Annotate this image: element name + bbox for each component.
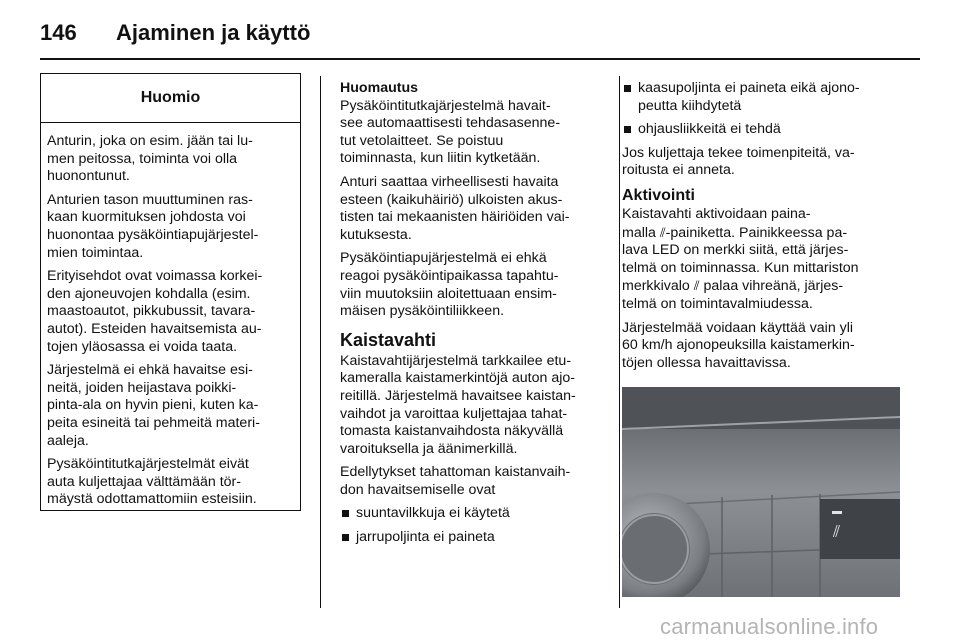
caution-heading: Huomio [41, 74, 300, 123]
caution-paragraph: Anturien tason muuttuminen ras- kaan kuormituksen johdosta voi huonontaa pysäköintiapujärjestel- mien toimintaa. [47, 191, 259, 261]
section-heading: Kaistavahti [340, 329, 437, 350]
subheading: Aktivointi [622, 186, 695, 204]
dashboard-photo-drawing [622, 387, 900, 597]
caution-paragraph: Järjestelmä ei ehkä havaitse esi- neitä, joiden heijastava poikki- pinta-ala on hyvin pieni, kuten ka- peita esineitä tai pehmeitä materi- aaleja. [47, 362, 260, 449]
body-paragraph: Jos kuljettaja tekee toimenpiteitä, va- roitusta ei anneta. [622, 144, 855, 179]
note-heading: Huomautus [340, 80, 419, 96]
page-number: 146 [40, 20, 77, 45]
header-rule [40, 58, 920, 60]
caution-paragraph: Pysäköintitutkajärjestelmät eivät auta kuljettajaa välttämään tör- mäystä odottamattomiin esteisiin. [47, 456, 257, 508]
note-paragraph: Pysäköintitutkajärjestelmä havait- see automaattisesti tehdasasenne- tut vetolaitteet. Se poistuu toiminnasta, kun liitin kytketään. [340, 97, 561, 167]
activation-text: -painiketta. Painikkeessa pa- lava LED on merkki siitä, että järjes- telmä on toiminnassa. Kun mittariston merkkivalo [622, 224, 859, 295]
activation-text: palaa vihreänä, järjes- telmä on toimintavalmiudessa. [622, 278, 844, 312]
activation-text: Kaistavahti aktivoidaan paina- malla [622, 205, 811, 241]
lane-assist-icon: ⫽ [693, 278, 700, 294]
bullet-item: suuntavilkkuja ei käytetä [340, 505, 608, 523]
page-title: Ajaminen ja käyttö [116, 20, 311, 45]
caution-body [41, 123, 300, 509]
activation-paragraph [622, 206, 910, 314]
caution-paragraph: Erityisehdot ovat voimassa korkei- den ajoneuvojen kohdalla (esim. maastoautot, pikkubussit, tavara- autot). Esteiden havaitsemista au- tojen yläosassa ei voida taata. [47, 268, 263, 355]
page-header [40, 14, 920, 54]
middle-column [340, 80, 608, 553]
bullet-item: jarrupoljinta ei paineta [340, 529, 608, 547]
note-paragraph: Anturi saattaa virheellisesti havaita esteen (kaikuhäiriö) ulkoisten akus- tisten tai mekaanisten häiriöiden vai- kutuksesta. [340, 173, 570, 243]
svg-text:⫽: ⫽ [833, 522, 841, 541]
dashboard-photo [622, 387, 900, 597]
bullet-item: ohjausliikkeitä ei tehdä [622, 121, 910, 139]
body-paragraph: Kaistavahtijärjestelmä tarkkailee etu- kameralla kaistamerkintöjä auton ajo- reitillä. Järjestelmä havaitsee kaistan- vaihdot ja varoittaa kuljettajaa tahat- tomasta kaistanvaihdosta näkyvällä varoituksella ja äänimerkillä. [340, 352, 576, 457]
body-paragraph: Järjestelmää voidaan käyttää vain yli 60 km/h ajonopeuksilla kaistamerkin- töjen ollessa havaittavissa. [622, 319, 855, 371]
caution-box [40, 73, 301, 511]
watermark: carmanualsonline.info [660, 614, 879, 639]
right-column [622, 80, 910, 378]
bullet-item: kaasupoljinta ei paineta eikä ajono- peutta kiihdytetä [622, 80, 910, 115]
body-paragraph: Edellytykset tahattoman kaistanvaih- don havaitsemiselle ovat [340, 464, 571, 498]
note-paragraph: Pysäköintiapujärjestelmä ei ehkä reagoi pysäköintipaikassa tapahtu- viin muutoksiin aloitettuaan ensim- mäisen pysäköintiliikkeen. [340, 250, 559, 320]
column-separator [619, 76, 620, 608]
caution-paragraph: Anturin, joka on esim. jään tai lu- men peitossa, toiminta voi olla huonontunut. [47, 133, 253, 185]
column-separator [320, 76, 321, 608]
lane-assist-icon: ⫽ [659, 224, 666, 240]
